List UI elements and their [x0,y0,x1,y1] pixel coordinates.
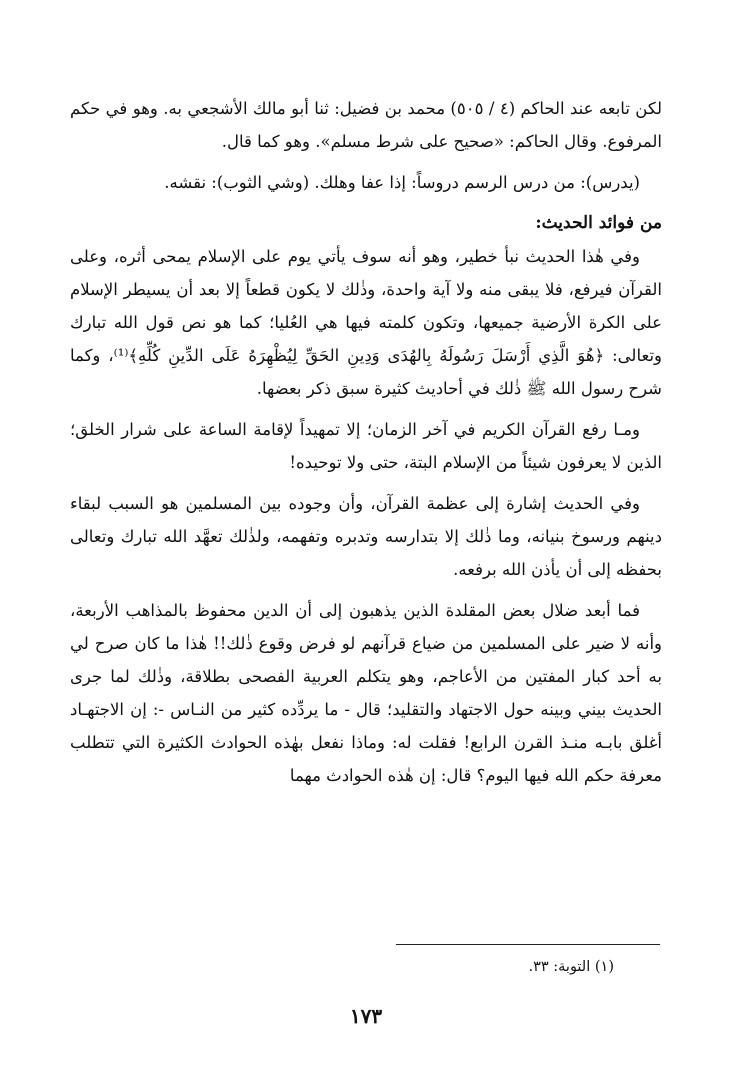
paragraph-imitators: فما أبعد ضلال بعض المقلدة الذين يذهبون إلى أن الدين محفوظ بالمذاهب الأربعة، وأنه لا ضير على المسلمين من ضياع قرآنهم لو فرض وقوع ذٰلك!! هٰذا ما كان صرح لي به أحد كبار المفتين من الأعاجم، وهو يتكلم العربية الفصحى بطلاقة، وذٰلك لما جرى الحديث بيني وبينه حول الاجتهاد والتقليد؛ قال - ما يردِّده كثير من النـاس -: إن الاجتهـاد أغلق بابـه منـذ القرن الرابع! فقلت له: وماذا نفعل بهٰذه الحوادث الكثيرة التي تتطلب معرفة حكم الله فيها اليوم؟ قال: إن هٰذه الحوادث مهما [70,601,662,785]
paragraph-serious-news: وفي هٰذا الحديث نبأ خطير، وهو أنه سوف يأتي يوم على الإسلام يمحى أثره، وعلى القرآن فيرفع، فلا يبقى منه ولا آية واحدة، وذٰلك لا يكون قطعاً إلا بعد أن يسيطر الإسلام على الكرة الأرضية جميعها، وتكون كلمته فيها هي العُليا؛ كما هو نص قول الله تبارك وتعالى: ﴿هُوَ الَّذِي أَرْسَلَ رَسُولَهُ بِالهُدَى وَدِينِ الحَقِّ لِيُظْهِرَهُ عَلَى الدِّينِ كُلِّهِ﴾⁽¹⁾، وكما شرح رسول الله ﷺ ذٰلك في أحاديث كثيرة سبق ذكر بعضها. [70,247,662,398]
paragraph-greatness-quran: وفي الحديث إشارة إلى عظمة القرآن، وأن وجوده بين المسلمين هو السبب لبقاء دينهم ورسوخ بنيانه، وما ذٰلك إلا بتدارسه وتدبره وتفهمه، ولذٰلك تعهَّد الله تبارك وتعالى بحفظه إلى أن يأذن الله برفعه. [70,494,662,579]
section-heading-benefits: من فوائد الحديث: [535,213,662,233]
footnote: (١) التوبة: ٣٣. [528,959,614,975]
page-body [70,92,662,792]
paragraph-vocabulary: (يدرس): من درس الرسم دروساً: إذا عفا وهلك. (وشي الثوب): نقشه. [164,173,640,192]
footnote-divider [396,944,660,945]
paragraph-raising-quran: ومـا رفع القرآن الكريم في آخر الزمان؛ إلا تمهيداً لإقامة الساعة على شرار الخلق؛ الذين لا يعرفون شيئاً من الإسلام البتة، حتى ولا توحيده! [70,420,662,472]
paragraph-hakim-narration: لكن تابعه عند الحاكم (٤ / ٥٠٥) محمد بن فضيل: ثنا أبو مالك الأشجعي به. وهو في حكم المرفوع. وقال الحاكم: «صحيح على شرط مسلم». وهو كما قال. [70,99,663,151]
page-number: ١٧٣ [349,1004,383,1028]
